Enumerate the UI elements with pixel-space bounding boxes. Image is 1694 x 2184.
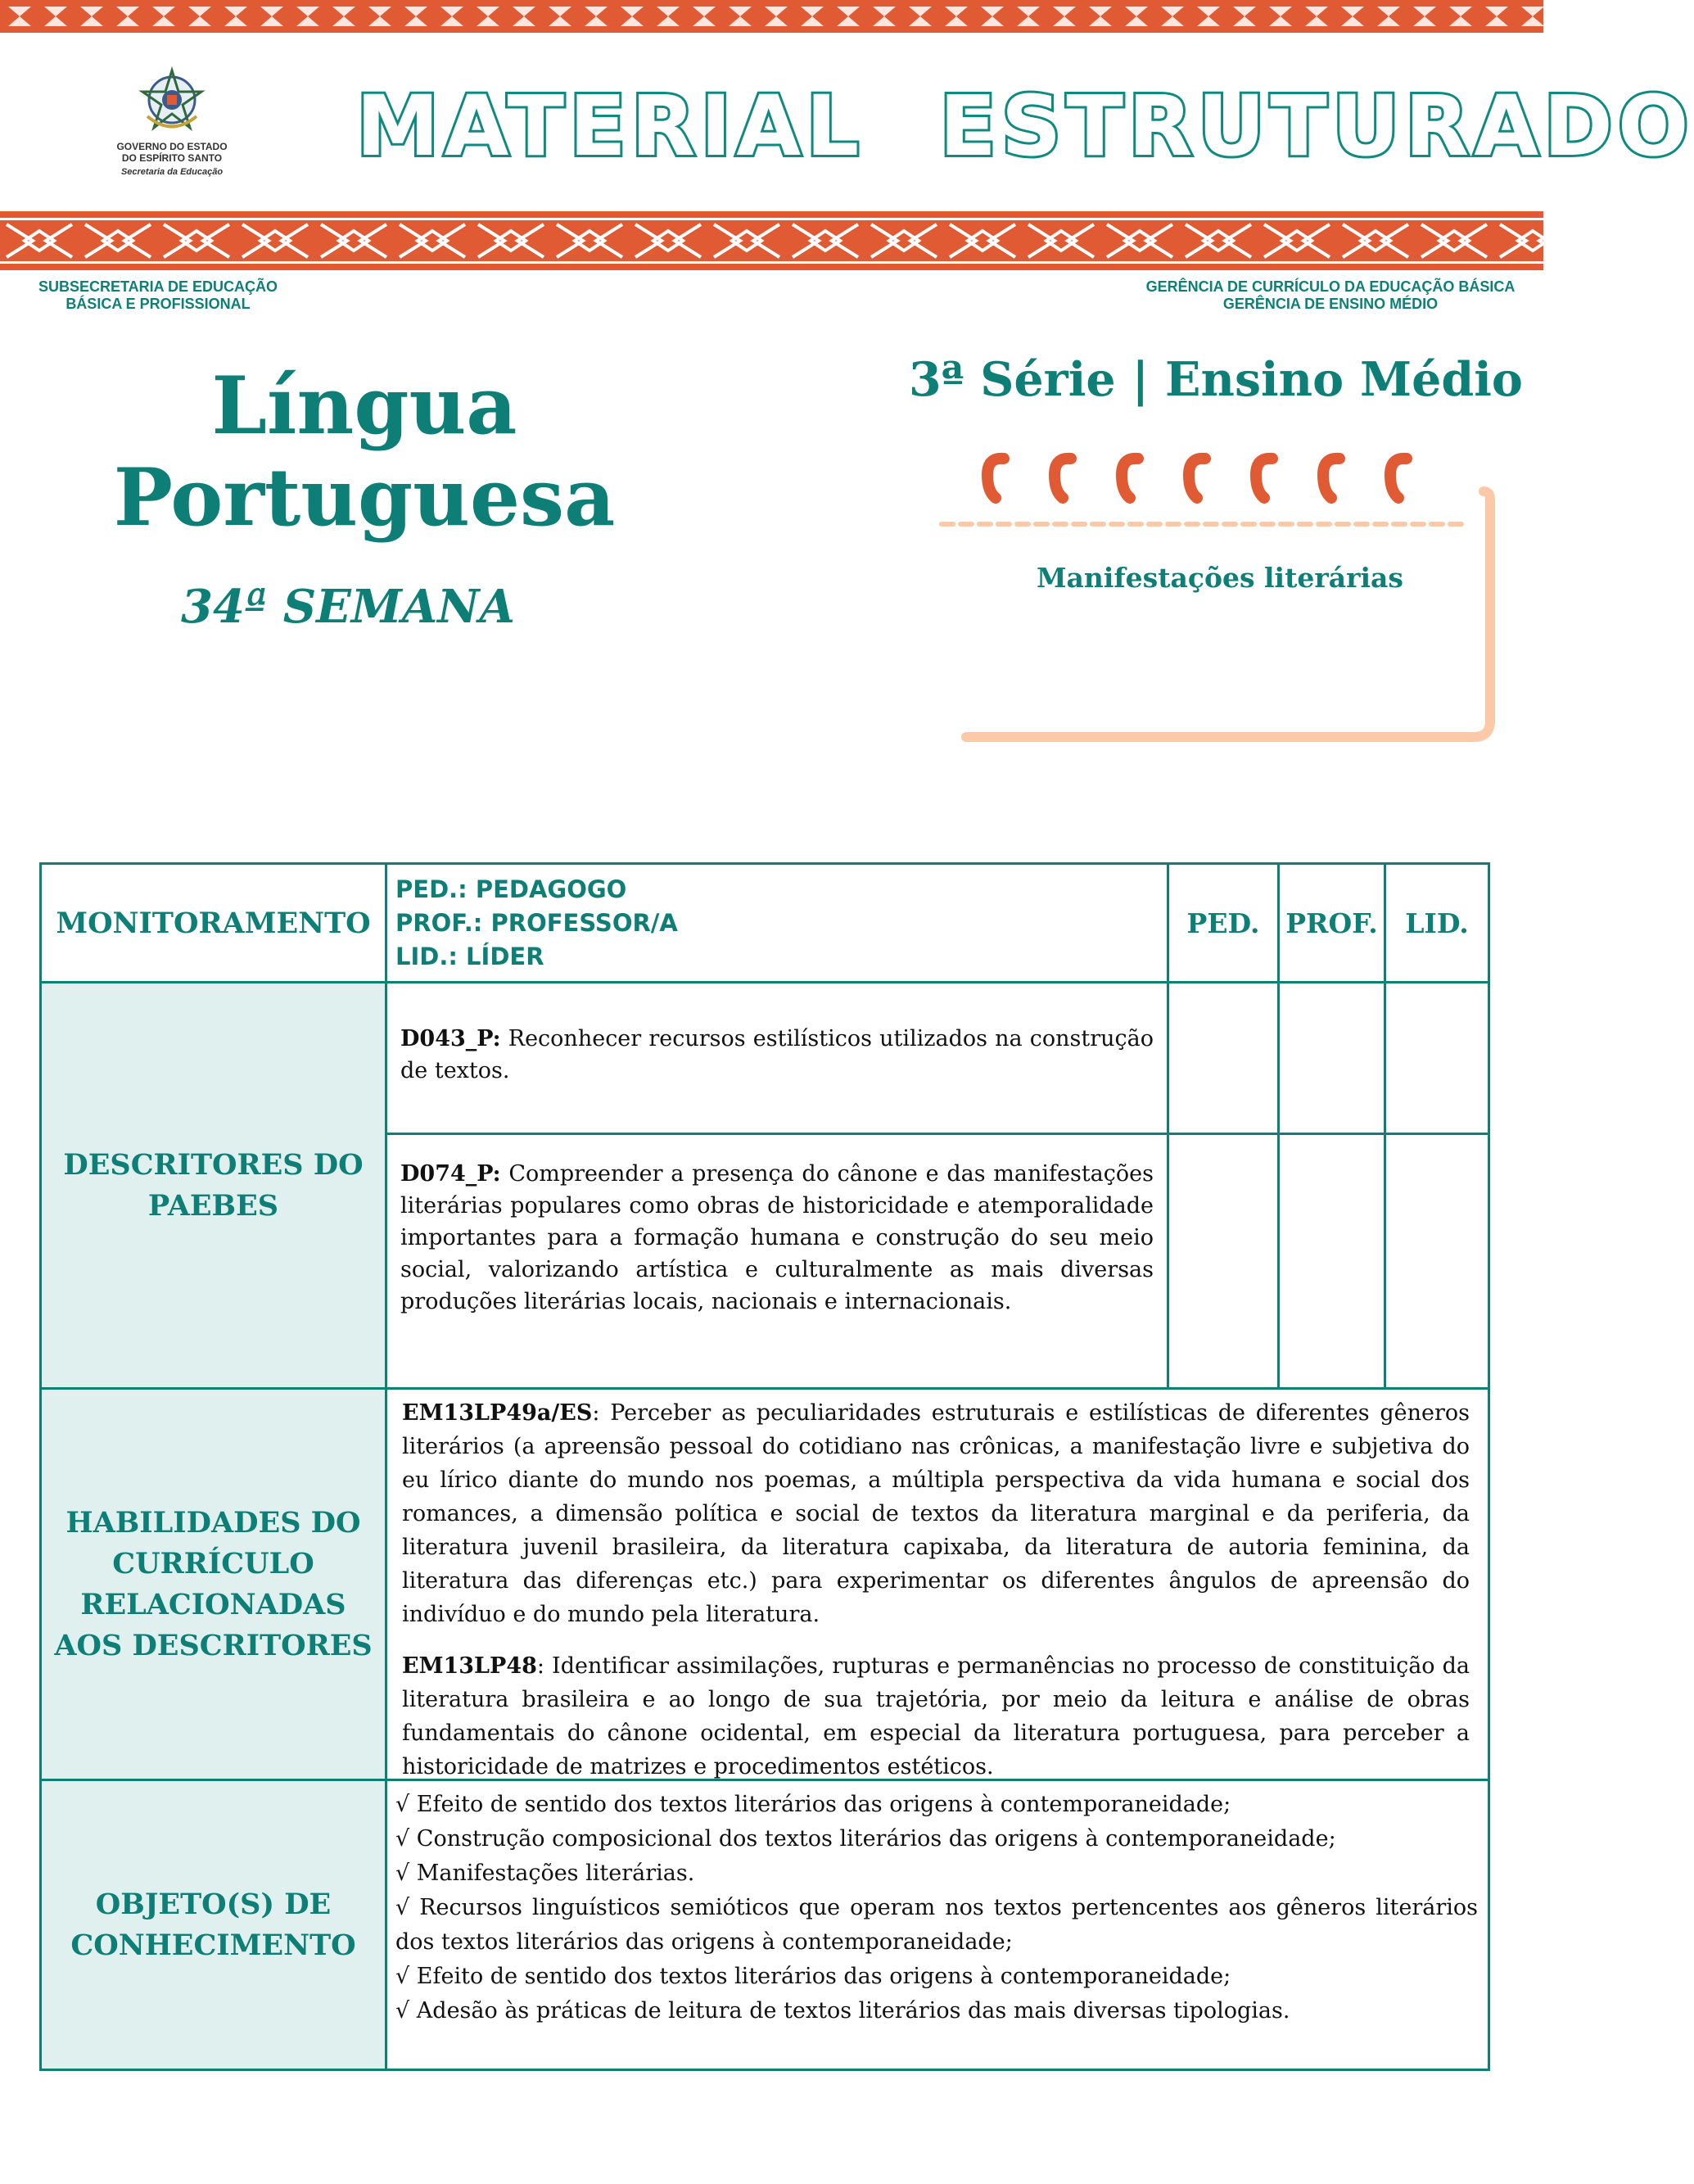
habilidades-label-cell xyxy=(39,1387,387,1781)
descritor-row-1 xyxy=(385,981,1169,1135)
banner-title-left: MATERIAL xyxy=(356,78,865,175)
descritor-1-code: D043_P: xyxy=(400,1026,501,1051)
descritor-1-prof-check[interactable] xyxy=(1277,981,1386,1135)
notebook-ring-icon xyxy=(1055,459,1071,498)
notebook-ring-icon xyxy=(1256,459,1272,498)
column-prof-header xyxy=(1277,862,1386,983)
subsecretaria-line1: SUBSECRETARIA DE EDUCAÇÃO xyxy=(38,278,278,295)
descritor-row-2 xyxy=(385,1133,1169,1390)
objetos-label: OBJETO(S) DE CONHECIMENTO xyxy=(70,1887,356,1962)
objeto-item: √ Adesão às práticas de leitura de textos literários das mais diversas tipologias. xyxy=(395,1998,1290,2023)
objeto-item: √ Construção composicional dos textos literários das origens à contemporaneidade; xyxy=(395,1826,1336,1852)
descritor-1-text: Reconhecer recursos estilísticos utilizados na construção de textos. xyxy=(400,1026,1154,1083)
banner-title-right: ESTRUTURADO xyxy=(939,78,1694,175)
descritor-2-ped-check[interactable] xyxy=(1167,1133,1280,1390)
subsecretaria-label xyxy=(23,278,293,313)
logo-text-line3: Secretaria da Educação xyxy=(120,167,224,177)
legend-prof: PROF.: PROFESSOR/A xyxy=(395,909,678,937)
habilidade-2-text: : Identificar assimilações, rupturas e permanências no processo de constituição da literatura brasileira e ao longo de sua trajetória, por meio da leitura e análise de obras fundamentais do cânone ocidental, em especial da literatura portuguesa, para perceber a historicidade de matrizes e procedimentos estéticos. xyxy=(402,1653,1470,1779)
descritores-label-cell xyxy=(39,981,387,1390)
legend-lid: LID.: LÍDER xyxy=(395,943,544,970)
notebook-ring-icon xyxy=(1323,459,1339,498)
descritores-label: DESCRITORES DO PAEBES xyxy=(63,1147,364,1223)
patterned-band xyxy=(0,211,1543,270)
theme-label: Manifestações literárias xyxy=(1037,562,1403,594)
objeto-item: √ Recursos linguísticos semióticos que operam nos textos pertencentes aos gêneros literários dos textos literários das origens à contemporaneidade; xyxy=(395,1895,1478,1955)
objeto-item: √ Efeito de sentido dos textos literários das origens à contemporaneidade; xyxy=(395,1964,1231,1989)
coat-of-arms-icon xyxy=(131,59,213,141)
notebook-ring-icon xyxy=(1122,459,1138,498)
column-lid-header xyxy=(1384,862,1490,983)
objeto-item: √ Manifestações literárias. xyxy=(395,1861,695,1886)
subsecretaria-line2: BÁSICA E PROFISSIONAL xyxy=(66,296,251,312)
descritor-2-prof-check[interactable] xyxy=(1277,1133,1386,1390)
descritor-2-lid-check[interactable] xyxy=(1384,1133,1490,1390)
descritor-2-text: Compreender a presença do cânone e das manifestações literárias populares como obras de historicidade e atemporalidade importantes para a formação humana e construção do seu meio social, valorizando artística e culturalmente as mais diversas produções literárias locais, nacionais e internacionais. xyxy=(400,1161,1154,1314)
notebook-ring-icon xyxy=(987,459,1004,498)
subject-title-line2: Portuguesa xyxy=(113,451,616,544)
habilidade-2-code: EM13LP48 xyxy=(402,1653,537,1679)
legend-ped: PED.: PEDAGOGO xyxy=(395,875,627,903)
grade-label: 3ª Série | Ensino Médio xyxy=(909,352,1523,407)
state-government-logo xyxy=(78,59,266,194)
objeto-item: √ Efeito de sentido dos textos literários das origens à contemporaneidade; xyxy=(395,1792,1231,1817)
subject-title xyxy=(98,360,630,544)
subject-title-line1: Língua xyxy=(211,359,517,452)
legend-cell xyxy=(385,862,1169,983)
descritor-1-lid-check[interactable] xyxy=(1384,981,1490,1135)
banner-title xyxy=(356,78,1694,176)
gerencia-line2: GERÊNCIA DE ENSINO MÉDIO xyxy=(1222,296,1439,312)
monitoring-label: MONITORAMENTO xyxy=(56,906,371,940)
top-decorative-band xyxy=(0,0,1543,33)
column-prof-label: PROF. xyxy=(1285,907,1378,939)
gerencia-label xyxy=(1130,278,1531,313)
notebook-ring-icon xyxy=(1189,459,1205,498)
column-ped-label: PED. xyxy=(1186,907,1260,939)
objetos-content-cell xyxy=(385,1779,1490,2071)
notebook-illustration xyxy=(933,442,1490,745)
logo-text-line2: DO ESPÍRITO SANTO xyxy=(121,152,223,164)
notebook-ring-icon xyxy=(1390,459,1407,498)
gerencia-line1: GERÊNCIA DE CURRÍCULO DA EDUCAÇÃO BÁSICA xyxy=(1145,278,1516,295)
descritor-2-code: D074_P: xyxy=(400,1161,501,1187)
habilidades-label: HABILIDADES DO CURRÍCULO RELACIONADAS AOS DESCRITORES xyxy=(54,1505,373,1662)
habilidade-1-text: : Perceber as peculiaridades estruturais e estilísticas de diferentes gêneros literários (a apreensão pessoal do cotidiano nas crônicas, a manifestação livre e subjetiva do eu lírico diante do mundo nos poemas, a múltipla perspectiva da vida humana e social dos romances, a dimensão política e social de textos da literatura marginal e da periferia, da literatura juvenil brasileira, da literatura capixaba, da literatura de autoria feminina, da literatura das diferenças etc.) para experimentar os diferentes ângulos de apreensão do indivíduo e do mundo pela literatura. xyxy=(402,1400,1470,1627)
column-lid-label: LID. xyxy=(1405,907,1469,939)
habilidades-content-cell xyxy=(385,1387,1490,1781)
week-label: 34ª SEMANA xyxy=(181,580,515,634)
objetos-label-cell xyxy=(39,1779,387,2071)
descritor-1-ped-check[interactable] xyxy=(1167,981,1280,1135)
column-ped-header xyxy=(1167,862,1280,983)
logo-text-line1: GOVERNO DO ESTADO xyxy=(116,141,228,152)
monitoring-table xyxy=(39,862,1490,2025)
monitoring-label-cell xyxy=(39,862,387,983)
habilidade-1-code: EM13LP49a/ES xyxy=(402,1400,593,1426)
